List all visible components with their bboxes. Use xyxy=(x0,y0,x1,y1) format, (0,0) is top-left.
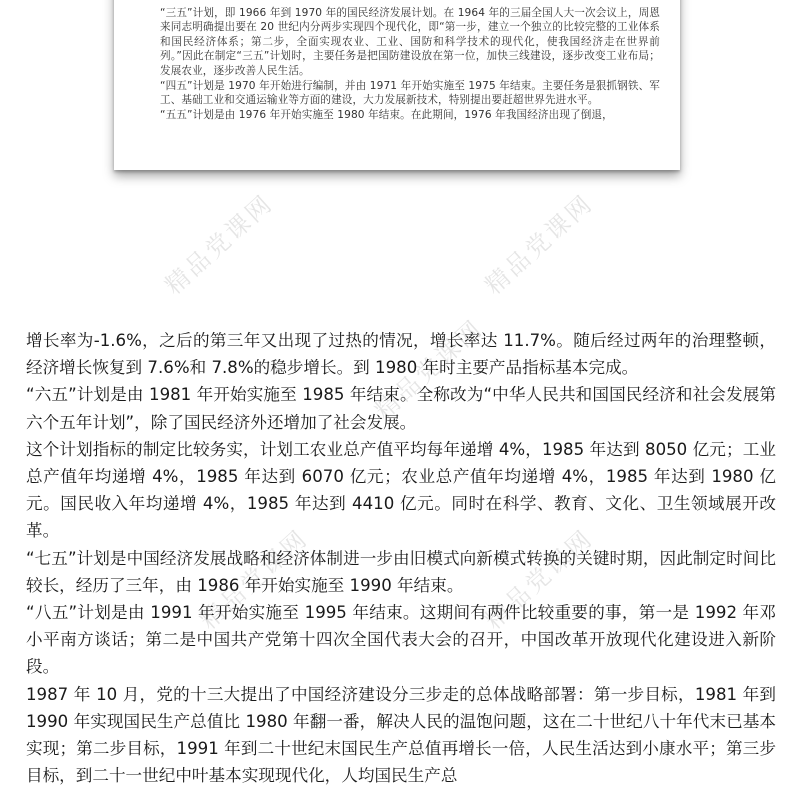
watermark: 精品党课网 xyxy=(159,188,279,300)
watermark: 精品党课网 xyxy=(479,188,599,300)
document-body xyxy=(26,327,776,789)
card-paragraph-5th-plan: “五五”计划是由 1976 年开始实施至 1980 年结束。在此期间，1976 年我国经济出现了倒退， xyxy=(160,108,613,121)
slide-card xyxy=(114,0,680,170)
card-paragraph-4th-plan: “四五”计划是 1970 年开始进行编制，并由 1971 年开始实施至 1975 年结束。主要任务是狠抓钢铁、军工、基础工业和交通运输业等方面的建设，大力发展新技术，特别提出要赶超世界先进水平。 xyxy=(160,79,660,107)
watermark: 精品党课网 xyxy=(369,313,489,425)
paragraph-three-steps: 1987 年 10 月，党的十三大提出了中国经济建设分三步走的总体战略部署：第一步目标，1981 年到 1990 年实现国民生产总值比 1980 年翻一番，解决人民的温饱问题，这在二十世纪八十年代末已基本实现；第二步目标，1991 年到二十世纪末国民生产总值再增长一倍，人民生活达到小康水平；第三步目标，到二十一世纪中叶基本实现现代化，人均国民生产总 xyxy=(26,684,776,786)
paragraph-7th-plan: “七五”计划是中国经济发展战略和经济体制进一步由旧模式向新模式转换的关键时期，因此制定时间比较长，经历了三年，由 1986 年开始实施至 1990 年结束。 xyxy=(26,548,776,595)
paragraph-6th-plan-targets: 这个计划指标的制定比较务实，计划工农业总产值平均每年递增 4%，1985 年达到 8050 亿元；工业总产值年均递增 4%，1985 年达到 6070 亿元；农业总产值年均递增 4%，1985 年达到 1980 亿元。国民收入年均递增 4%，1985 年达到 4410 亿元。同时在科学、教育、文化、卫生领域展开改革。 xyxy=(26,439,776,541)
paragraph-8th-plan: “八五”计划是由 1991 年开始实施至 1995 年结束。这期间有两件比较重要的事，第一是 1992 年邓小平南方谈话；第二是中国共产党第十四次全国代表大会的召开，中国改革开放现代化建设进入新阶段。 xyxy=(26,603,776,677)
slide-card-text xyxy=(160,0,660,122)
watermark: 精品党课网 xyxy=(479,523,599,635)
watermark: 精品党课网 xyxy=(194,523,314,635)
paragraph-6th-plan: “六五”计划是由 1981 年开始实施至 1985 年结束。全称改为“中华人民共和国国民经济和社会发展第六个五年计划”，除了国民经济外还增加了社会发展。 xyxy=(26,385,776,432)
card-paragraph-3rd-plan: “三五”计划，即 1966 年到 1970 年的国民经济发展计划。在 1964 年的三届全国人大一次会议上，周恩来同志明确提出要在 20 世纪内分两步实现四个现代化，即“第一步，建立一个独立的比较完整的工业体系和国民经济体系；第二步，全面实现农业、工业、国防和科学技术的现代化，使我国经济走在世界前列。”因此在制定“三五”计划时，主要任务是把国防建设放在第一位，加快三线建设，逐步改变工业布局；发展农业，逐步改善人民生活。 xyxy=(160,6,660,77)
paragraph-growth-rates: 增长率为-1.6%，之后的第三年又出现了过热的情况，增长率达 11.7%。随后经过两年的治理整顿，经济增长恢复到 7.6%和 7.8%的稳步增长。到 1980 年时主要产品指标基本完成。 xyxy=(26,331,776,378)
